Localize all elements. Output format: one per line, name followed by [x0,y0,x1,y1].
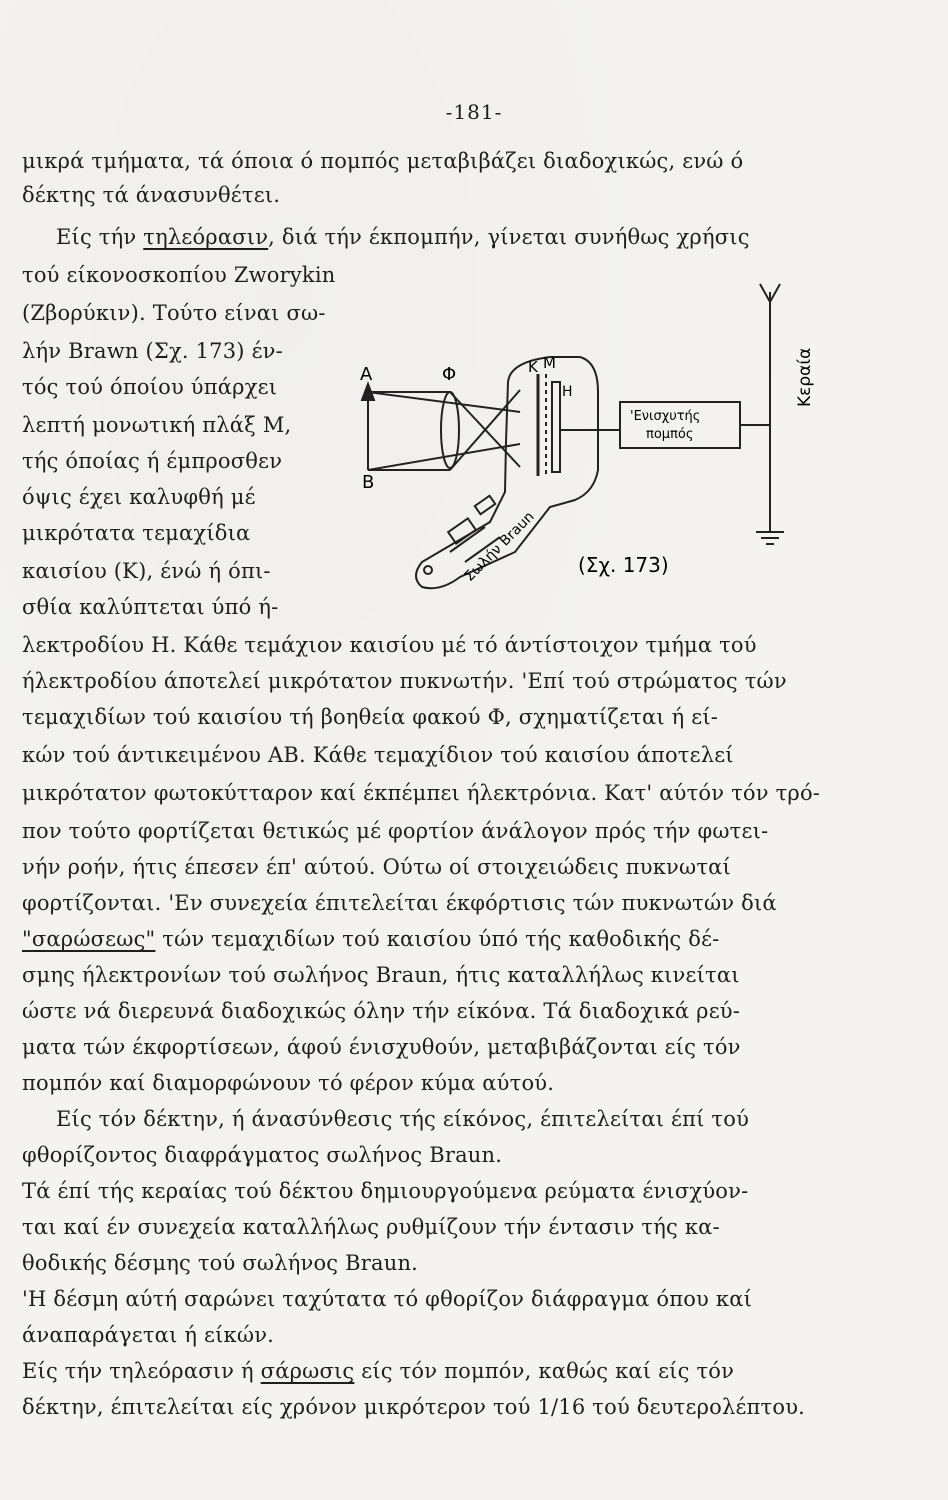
text-line: δέκτης τά άνασυνθέτει. [22,183,281,207]
text-line [56,224,750,250]
label-A: Α [360,364,373,385]
text-line: τής όποίας ή έμπροσθεν [22,449,283,473]
text-line: φορτίζονται. 'Εν συνεχεία έπιτελείται έκφόρτισις τών πυκνωτών διά [22,891,777,915]
text-line: δέκτην, έπιτελείται είς χρόνον μικρότερον τού 1/16 τού δευτερολέπτου. [22,1395,806,1419]
amplifier-label-1: 'Ενισχυτής [630,409,701,424]
text-line: σμης ήλεκτρονίων τού σωλήνος Braun, ήτις καταλλήλως κινείται [22,963,740,987]
text-prefix: Είς τήν τηλεόρασιν ή [22,1359,261,1383]
text-line: φθορίζοντος διαφράγματος σωλήνος Braun. [22,1143,503,1167]
text-prefix: Είς τήν [56,225,137,249]
text-line [22,1358,734,1384]
text-line: λήν Brawn (Σχ. 173) έν- [22,339,283,363]
text-line: θοδικής δέσμης τού σωλήνος Braun. [22,1251,419,1275]
text-suffix: , διά τήν έκπομπήν, γίνεται συνήθως χρήσις [268,225,750,249]
underlined-term-television: τηλεόρασιν [143,225,269,249]
text-line: τεμαχιδίων τού καισίου τή βοηθεία φακού Φ, σχηματίζεται ή εί- [22,705,719,729]
text-line: νήν ροήν, ήτις έπεσεν έπ' αύτού. Ούτω οί στοιχειώδεις πυκνωταί [22,855,731,879]
underlined-term-sarosis-2: σάρωσις [260,1359,355,1383]
text-line: ώστε νά διερευνά διαδοχικώς όλην τήν είκόνα. Τά διαδοχικά ρεύ- [22,999,741,1023]
amplifier-label-2: πομπός [646,427,694,442]
text-line: καισίου (Κ), ένώ ή όπι- [22,559,271,583]
label-H: Η [562,384,573,400]
text-line: μικρότατα τεμαχίδια [22,521,251,545]
text-line: ματα τών έκφορτίσεων, άφού ένισχυθούν, μεταβιβάζονται είς τόν [22,1035,741,1059]
text-line: σθία καλύπτεται ύπό ή- [22,595,279,619]
text-line: (Ζβορύκιν). Τούτο είναι σω- [22,301,326,325]
figure-173-diagram [330,262,930,617]
text-suffix: τών τεμαχιδίων τού καισίου ύπό τής καθοδικής δέ- [155,927,720,951]
text-line [22,926,719,952]
text-line: ήλεκτροδίου άποτελεί μικρότατον πυκνωτήν. 'Επί τού στρώματος τών [22,669,787,693]
label-B: Β [362,472,375,493]
text-line: πομπόν καί διαμορφώνουν τό φέρον κύμα αύτού. [22,1071,555,1095]
text-line: λεπτή μονωτική πλάξ Μ, [22,413,292,437]
text-line: κών τού άντικειμένου ΑΒ. Κάθε τεμαχίδιον τού καισίου άποτελεί [22,743,734,767]
text-line: ται καί έν συνεχεία καταλλήλως ρυθμίζουν τήν έντασιν τής κα- [22,1215,720,1239]
label-K: Κ [528,358,538,376]
text-line: άναπαράγεται ή είκών. [22,1323,275,1347]
text-line: μικρότατον φωτοκύτταρον καί έκπέμπει ήλεκτρόνια. Κατ' αύτόν τόν τρό- [22,781,821,805]
text-suffix: είς τόν πομπόν, καθώς καί είς τόν [354,1359,735,1383]
underlined-term-sarosis: "σαρώσεως" [22,927,156,951]
label-M: Μ [543,354,556,372]
antenna-label: Κεραία [795,347,815,407]
tube-label: Σωλήν Braun [461,508,538,585]
text-line: 'Η δέσμη αύτή σαρώνει ταχύτατα τό φθορίζον διάφραγμα όπου καί [22,1287,753,1311]
text-line: πον τούτο φορτίζεται θετικώς μέ φορτίον άνάλογον πρός τήν φωτει- [22,819,769,843]
text-line: λεκτροδίου Η. Κάθε τεμάχιον καισίου μέ τό άντίστοιχον τμήμα τού [22,633,757,657]
text-line: όψις έχει καλυφθή μέ [22,485,256,509]
figure-caption: (Σχ. 173) [578,553,669,577]
text-line: μικρά τμήματα, τά όποια ό πομπός μεταβιβάζει διαδοχικώς, ενώ ό [22,149,744,173]
page-number: -181- [445,100,503,124]
text-line: τού είκονοσκοπίου Zworykin [22,263,336,287]
text-line: τός τού όποίου ύπάρχει [22,375,278,399]
text-line: Είς τόν δέκτην, ή άνασύνθεσις τής είκόνος, έπιτελείται έπί τού [56,1107,750,1131]
text-line: Τά έπί τής κεραίας τού δέκτου δημιουργούμενα ρεύματα ένισχύον- [22,1179,749,1203]
label-phi: Φ [442,364,457,385]
